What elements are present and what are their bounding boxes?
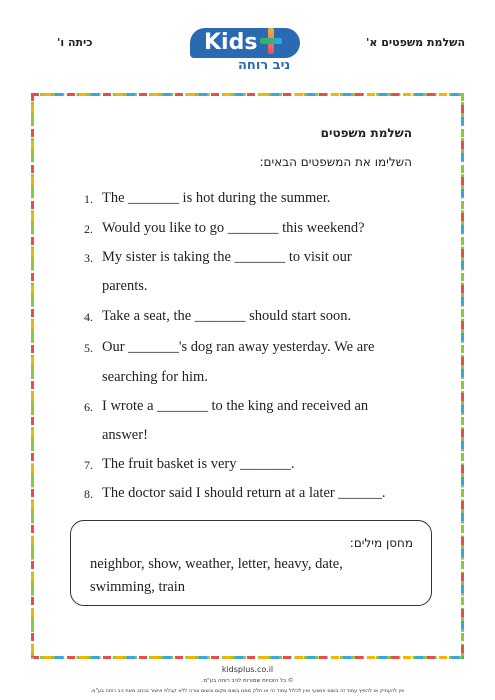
question-number: 6.: [84, 400, 93, 414]
worksheet-title: השלמת משפטים: [320, 126, 412, 140]
footer-site-link[interactable]: kidsplus.co.il: [221, 665, 274, 674]
frame-border-left: [31, 93, 34, 659]
question-1: [84, 189, 331, 207]
question-3-continued: [102, 277, 148, 295]
question-text: Would you like to go _______ this weekend?: [102, 220, 365, 236]
question-text: Our _______'s dog ran away yesterday. We are: [102, 339, 375, 355]
grade-label: כיתה ו': [57, 36, 93, 49]
question-number: 8.: [84, 487, 93, 501]
frame-border-top: [31, 93, 464, 96]
plus-icon: [260, 28, 282, 54]
logo-brand: Kids: [190, 28, 300, 58]
logo-subtitle: ניב רוחה: [238, 58, 291, 73]
question-6-continued: [102, 426, 148, 444]
question-number: 4.: [84, 310, 93, 324]
question-text: parents.: [102, 278, 148, 294]
worksheet-header-title: השלמת משפטים א': [366, 36, 465, 49]
question-text: Take a seat, the _______ should start soon.: [102, 308, 352, 324]
question-text: searching for him.: [102, 369, 208, 385]
question-4: [84, 307, 352, 325]
question-text: The doctor said I should return at a later ______.: [102, 485, 386, 501]
question-3: [84, 248, 352, 266]
question-text: The fruit basket is very _______.: [102, 456, 295, 472]
word-bank-line-1: neighbor, show, weather, letter, heavy, date,: [90, 556, 343, 572]
question-number: 5.: [84, 341, 93, 355]
question-text: answer!: [102, 427, 148, 443]
question-text: I wrote a _______ to the king and received an: [102, 398, 369, 414]
question-6: [84, 397, 369, 415]
word-bank-title: מחסן מילים:: [349, 536, 413, 550]
question-number: 2.: [84, 222, 93, 236]
question-2: [84, 219, 365, 237]
frame-border-right: [461, 93, 464, 659]
instruction-text: השלימו את המשפטים הבאים:: [259, 155, 412, 169]
frame-border-bottom: [31, 656, 464, 659]
footer-copyright: © כל הזכויות שמורות לניב רוחה בע"מ.: [201, 678, 294, 684]
question-number: 3.: [84, 251, 93, 265]
question-text: My sister is taking the _______ to visit our: [102, 249, 352, 265]
question-number: 1.: [84, 192, 93, 206]
question-7: [84, 455, 295, 473]
question-8: [84, 484, 386, 502]
question-5-continued: [102, 368, 208, 386]
question-text: The _______ is hot during the summer.: [102, 190, 331, 206]
word-bank-line-2: swimming, train: [90, 579, 186, 595]
question-number: 7.: [84, 458, 93, 472]
question-5: [84, 338, 375, 356]
footer-legal-text: אין להעתיק או להפיץ עמוד זה בשום אמצעי ואין לכלול עמוד זה או חלק ממנו בשום מקום ובשום צורה ללא קבלת אישור בכתב מאת ניב רוחה בע"מ.: [90, 688, 405, 694]
